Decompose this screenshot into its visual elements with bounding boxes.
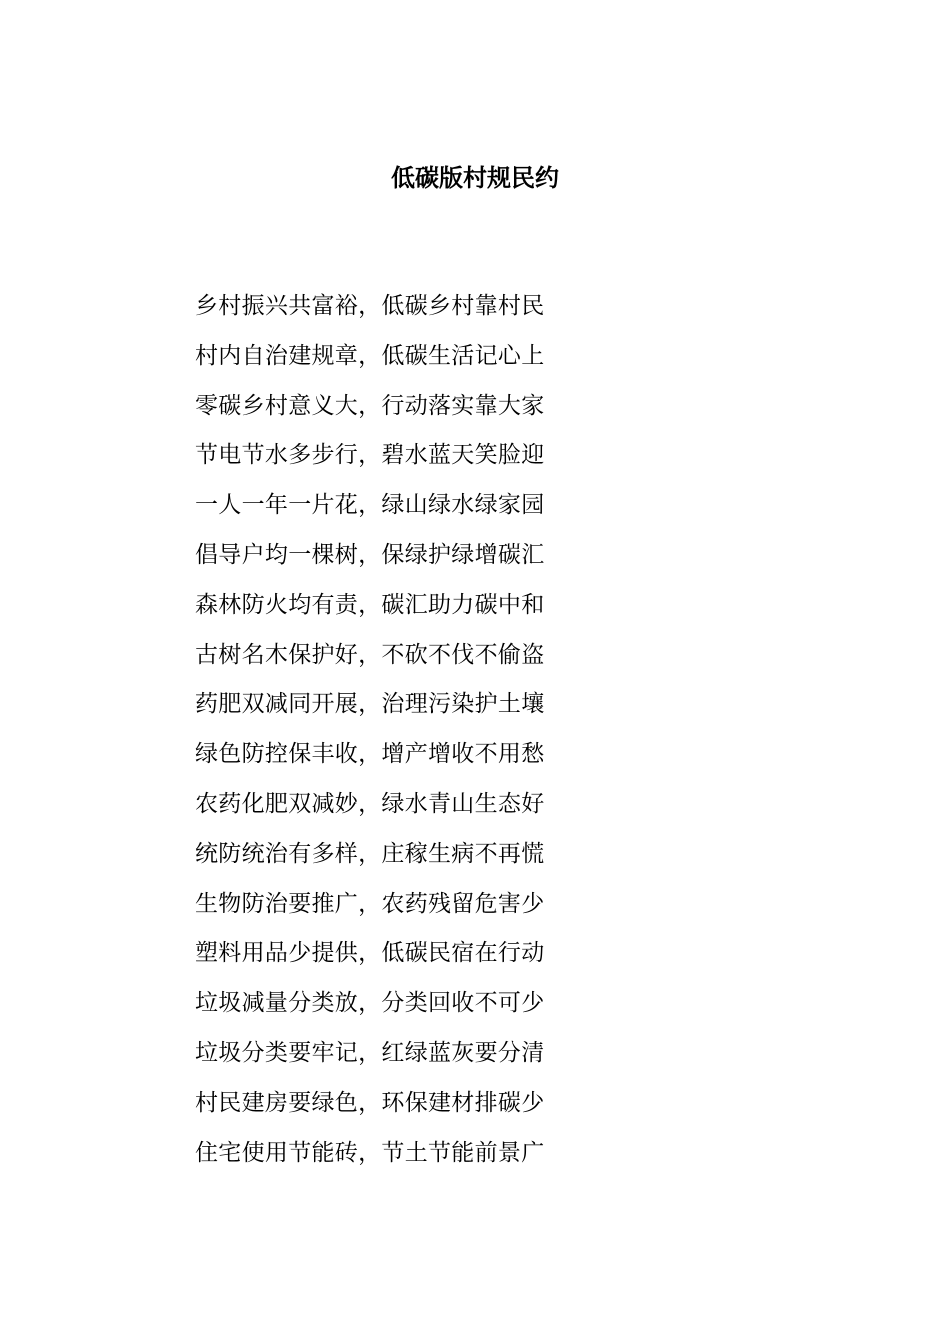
poem-lines	[195, 282, 595, 1178]
poem-line: 节电节水多步行，碧水蓝天笑脸迎	[195, 442, 545, 469]
poem-line: 农药化肥双减妙，绿水青山生态好	[195, 790, 545, 817]
poem-line: 塑料用品少提供，低碳民宿在行动	[195, 940, 545, 967]
poem-line: 村内自治建规章，低碳生活记心上	[195, 342, 545, 369]
poem-line: 药肥双减同开展，治理污染护土壤	[195, 691, 545, 718]
poem-line: 森林防火均有责，碳汇助力碳中和	[195, 591, 545, 618]
poem-line: 倡导户均一棵树，保绿护绿增碳汇	[195, 541, 545, 568]
poem-line: 统防统治有多样，庄稼生病不再慌	[195, 840, 545, 867]
poem-line: 乡村振兴共富裕，低碳乡村靠村民	[195, 293, 545, 319]
poem-line: 一人一年一片花，绿山绿水绿家园	[195, 492, 545, 519]
poem-line: 村民建房要绿色，环保建材排碳少	[195, 1089, 545, 1116]
poem-line: 古树名木保护好，不砍不伐不偷盗	[195, 641, 545, 668]
poem-line: 零碳乡村意义大，行动落实靠大家	[195, 392, 545, 419]
poem-line: 绿色防控保丰收，增产增收不用愁	[195, 741, 545, 768]
poem-line: 生物防治要推广，农药残留危害少	[195, 890, 545, 917]
poem-line: 垃圾减量分类放，分类回收不可少	[195, 990, 545, 1017]
poem-line: 住宅使用节能砖，节土节能前景广	[195, 1139, 545, 1166]
poem-line: 垃圾分类要牢记，红绿蓝灰要分清	[195, 1039, 545, 1066]
document-title: 低碳版村规民约	[391, 164, 559, 192]
